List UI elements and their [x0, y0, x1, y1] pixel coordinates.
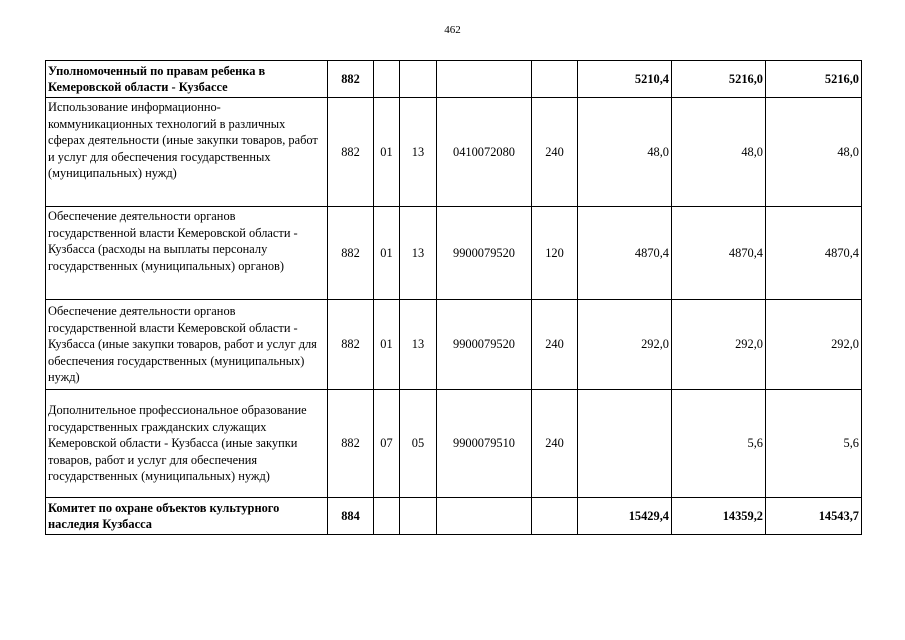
section-code: 01 — [374, 207, 400, 300]
subsection-code: 13 — [400, 98, 437, 207]
row-name: Уполномоченный по правам ребенка в Кемеровской области - Кузбассе — [46, 61, 328, 98]
section-code — [374, 61, 400, 98]
subsection-code: 13 — [400, 300, 437, 390]
row-name: Комитет по охране объектов культурного наследия Кузбасса — [46, 498, 328, 535]
subsection-code: 05 — [400, 390, 437, 498]
table-row — [46, 98, 862, 207]
page-number: 462 — [444, 24, 461, 36]
ministry-code: 882 — [328, 61, 374, 98]
value-col-3: 5,6 — [766, 390, 862, 498]
value-col-2: 5216,0 — [672, 61, 766, 98]
value-col-1 — [578, 390, 672, 498]
table-row — [46, 498, 862, 535]
value-col-2: 48,0 — [672, 98, 766, 207]
target-code — [437, 498, 532, 535]
value-col-2: 14359,2 — [672, 498, 766, 535]
value-col-2: 5,6 — [672, 390, 766, 498]
table-row — [46, 207, 862, 300]
ministry-code: 884 — [328, 498, 374, 535]
section-code: 01 — [374, 300, 400, 390]
expense-type-code: 240 — [532, 390, 578, 498]
value-col-2: 292,0 — [672, 300, 766, 390]
target-code: 9900079510 — [437, 390, 532, 498]
row-name: Обеспечение деятельности органов государственной власти Кемеровской области - Кузбасса (расходы на выплаты персоналу государственных (муниципальных) органов) — [46, 207, 328, 300]
ministry-code: 882 — [328, 390, 374, 498]
section-code: 07 — [374, 390, 400, 498]
table-row — [46, 300, 862, 390]
expense-type-code — [532, 498, 578, 535]
table-row — [46, 61, 862, 98]
ministry-code: 882 — [328, 207, 374, 300]
row-name: Использование информационно-коммуникационных технологий в различных сферах деятельности (иные закупки товаров, работ и услуг для обеспечения государственных (муниципальных) нужд) — [46, 98, 328, 207]
target-code: 0410072080 — [437, 98, 532, 207]
section-code: 01 — [374, 98, 400, 207]
table-row — [46, 390, 862, 498]
value-col-1: 48,0 — [578, 98, 672, 207]
value-col-1: 5210,4 — [578, 61, 672, 98]
target-code: 9900079520 — [437, 207, 532, 300]
subsection-code — [400, 61, 437, 98]
value-col-1: 292,0 — [578, 300, 672, 390]
target-code: 9900079520 — [437, 300, 532, 390]
value-col-3: 48,0 — [766, 98, 862, 207]
expense-type-code — [532, 61, 578, 98]
expense-type-code: 240 — [532, 98, 578, 207]
budget-table — [45, 60, 862, 535]
expense-type-code: 240 — [532, 300, 578, 390]
expense-type-code: 120 — [532, 207, 578, 300]
value-col-3: 4870,4 — [766, 207, 862, 300]
value-col-1: 15429,4 — [578, 498, 672, 535]
subsection-code: 13 — [400, 207, 437, 300]
value-col-2: 4870,4 — [672, 207, 766, 300]
subsection-code — [400, 498, 437, 535]
value-col-3: 292,0 — [766, 300, 862, 390]
section-code — [374, 498, 400, 535]
value-col-3: 14543,7 — [766, 498, 862, 535]
row-name: Дополнительное профессиональное образование государственных гражданских служащих Кемеровской области - Кузбасса (иные закупки товаров, работ и услуг для обеспечения государственных (муниципальных) нужд) — [46, 390, 328, 498]
target-code — [437, 61, 532, 98]
value-col-3: 5216,0 — [766, 61, 862, 98]
row-name: Обеспечение деятельности органов государственной власти Кемеровской области - Кузбасса (иные закупки товаров, работ и услуг для обеспечения государственных (муниципальных) нужд) — [46, 300, 328, 390]
ministry-code: 882 — [328, 300, 374, 390]
ministry-code: 882 — [328, 98, 374, 207]
value-col-1: 4870,4 — [578, 207, 672, 300]
